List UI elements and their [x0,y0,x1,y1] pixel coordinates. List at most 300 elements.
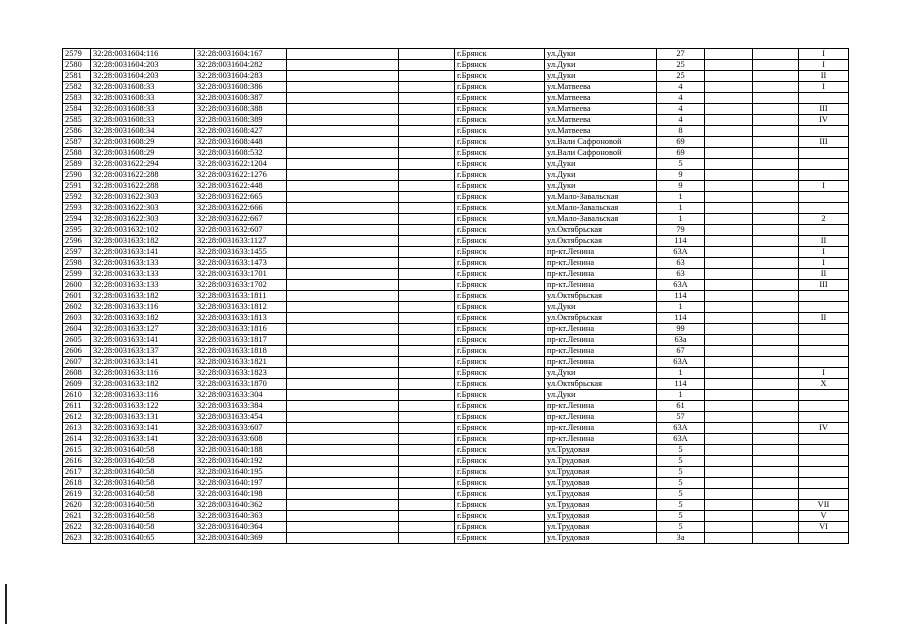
object-cadastral-number: 32:28:0031633:1127 [195,236,287,247]
empty-cell [753,423,799,434]
house-number-cell: 1 [657,302,705,313]
house-number-cell: 63А [657,247,705,258]
table-row [63,258,849,269]
row-number: 2599 [63,269,91,280]
empty-cell [705,93,753,104]
house-number-cell: 63а [657,335,705,346]
street-cell: ул.Трудовая [545,489,657,500]
empty-cell [399,49,455,60]
city-cell: г.Брянск [455,71,545,82]
empty-cell [753,148,799,159]
empty-cell [399,104,455,115]
parcel-cadastral-number: 32:28:0031608:33 [91,104,195,115]
city-cell: г.Брянск [455,511,545,522]
row-number: 2607 [63,357,91,368]
parcel-cadastral-number: 32:28:0031632:102 [91,225,195,236]
table-row [63,379,849,390]
empty-cell [753,181,799,192]
table-row [63,159,849,170]
table-row [63,192,849,203]
house-number-cell: 114 [657,313,705,324]
table-row [63,401,849,412]
empty-cell [705,104,753,115]
object-cadastral-number: 32:28:0031633:384 [195,401,287,412]
empty-cell [705,324,753,335]
empty-cell [705,401,753,412]
house-number-cell: 9 [657,170,705,181]
street-cell: ул.Дуки [545,302,657,313]
table-row [63,137,849,148]
empty-cell [705,181,753,192]
table-row [63,104,849,115]
street-cell: ул.Вали Сафроновой [545,148,657,159]
table-row [63,291,849,302]
empty-cell [753,489,799,500]
empty-cell [287,82,399,93]
city-cell: г.Брянск [455,401,545,412]
object-cadastral-number: 32:28:0031633:1818 [195,346,287,357]
empty-cell [399,423,455,434]
table-row [63,346,849,357]
row-number: 2579 [63,49,91,60]
parcel-cadastral-number: 32:28:0031633:133 [91,258,195,269]
row-number: 2587 [63,137,91,148]
empty-cell [399,368,455,379]
empty-cell [705,357,753,368]
street-cell: ул.Дуки [545,60,657,71]
object-cadastral-number: 32:28:0031633:1701 [195,269,287,280]
empty-cell [287,401,399,412]
house-number-cell: 25 [657,71,705,82]
row-number: 2589 [63,159,91,170]
premises-number-cell [799,346,849,357]
empty-cell [705,203,753,214]
parcel-cadastral-number: 32:28:0031640:58 [91,445,195,456]
table-row [63,49,849,60]
city-cell: г.Брянск [455,82,545,93]
empty-cell [705,434,753,445]
row-number: 2596 [63,236,91,247]
object-cadastral-number: 32:28:0031632:607 [195,225,287,236]
parcel-cadastral-number: 32:28:0031622:288 [91,181,195,192]
premises-number-cell: I [799,82,849,93]
parcel-cadastral-number: 32:28:0031640:58 [91,511,195,522]
premises-number-cell: III [799,104,849,115]
city-cell: г.Брянск [455,379,545,390]
premises-number-cell: II [799,313,849,324]
parcel-cadastral-number: 32:28:0031622:303 [91,203,195,214]
premises-number-cell [799,159,849,170]
row-number: 2605 [63,335,91,346]
empty-cell [399,456,455,467]
empty-cell [705,456,753,467]
empty-cell [399,247,455,258]
city-cell: г.Брянск [455,236,545,247]
empty-cell [399,500,455,511]
row-number: 2586 [63,126,91,137]
empty-cell [399,489,455,500]
street-cell: ул.Матвеева [545,115,657,126]
empty-cell [287,324,399,335]
object-cadastral-number: 32:28:0031633:454 [195,412,287,423]
registry-table [62,48,849,544]
street-cell: ул.Трудовая [545,500,657,511]
street-cell: пр-кт.Ленина [545,434,657,445]
street-cell: ул.Дуки [545,159,657,170]
empty-cell [753,522,799,533]
row-number: 2612 [63,412,91,423]
table-row [63,148,849,159]
empty-cell [399,170,455,181]
street-cell: пр-кт.Ленина [545,269,657,280]
city-cell: г.Брянск [455,522,545,533]
street-cell: ул.Трудовая [545,533,657,544]
parcel-cadastral-number: 32:28:0031633:127 [91,324,195,335]
empty-cell [287,346,399,357]
empty-cell [753,280,799,291]
parcel-cadastral-number: 32:28:0031640:58 [91,489,195,500]
row-number: 2609 [63,379,91,390]
empty-cell [753,434,799,445]
table-row [63,181,849,192]
parcel-cadastral-number: 32:28:0031608:33 [91,115,195,126]
empty-cell [399,335,455,346]
row-number: 2590 [63,170,91,181]
table-row [63,445,849,456]
premises-number-cell [799,489,849,500]
row-number: 2615 [63,445,91,456]
table-row [63,126,849,137]
table-row [63,368,849,379]
empty-cell [753,445,799,456]
parcel-cadastral-number: 32:28:0031622:303 [91,214,195,225]
premises-number-cell [799,401,849,412]
street-cell: ул.Вали Сафроновой [545,137,657,148]
empty-cell [753,335,799,346]
empty-cell [753,203,799,214]
empty-cell [705,445,753,456]
parcel-cadastral-number: 32:28:0031608:29 [91,148,195,159]
premises-number-cell [799,225,849,236]
empty-cell [287,104,399,115]
empty-cell [287,357,399,368]
object-cadastral-number: 32:28:0031633:1813 [195,313,287,324]
empty-cell [399,434,455,445]
house-number-cell: 5 [657,511,705,522]
empty-cell [399,511,455,522]
empty-cell [399,522,455,533]
city-cell: г.Брянск [455,181,545,192]
parcel-cadastral-number: 32:28:0031608:33 [91,93,195,104]
parcel-cadastral-number: 32:28:0031633:131 [91,412,195,423]
row-number: 2601 [63,291,91,302]
empty-cell [399,203,455,214]
city-cell: г.Брянск [455,225,545,236]
parcel-cadastral-number: 32:28:0031633:141 [91,335,195,346]
object-cadastral-number: 32:28:0031640:364 [195,522,287,533]
city-cell: г.Брянск [455,203,545,214]
object-cadastral-number: 32:28:0031633:1455 [195,247,287,258]
table-row [63,478,849,489]
street-cell: ул.Октябрьская [545,225,657,236]
object-cadastral-number: 32:28:0031622:1276 [195,170,287,181]
empty-cell [399,148,455,159]
empty-cell [287,445,399,456]
empty-cell [705,192,753,203]
city-cell: г.Брянск [455,335,545,346]
empty-cell [705,467,753,478]
table-row [63,280,849,291]
house-number-cell: 63 [657,258,705,269]
empty-cell [753,247,799,258]
empty-cell [705,236,753,247]
table-row [63,324,849,335]
street-cell: пр-кт.Ленина [545,346,657,357]
city-cell: г.Брянск [455,302,545,313]
object-cadastral-number: 32:28:0031633:607 [195,423,287,434]
house-number-cell: 27 [657,49,705,60]
empty-cell [705,214,753,225]
street-cell: пр-кт.Ленина [545,247,657,258]
empty-cell [287,533,399,544]
premises-number-cell [799,335,849,346]
city-cell: г.Брянск [455,159,545,170]
empty-cell [287,390,399,401]
house-number-cell: 5 [657,489,705,500]
empty-cell [753,511,799,522]
empty-cell [399,214,455,225]
object-cadastral-number: 32:28:0031608:448 [195,137,287,148]
table-row [63,390,849,401]
table-row [63,82,849,93]
street-cell: пр-кт.Ленина [545,324,657,335]
object-cadastral-number: 32:28:0031640:192 [195,456,287,467]
premises-number-cell: III [799,280,849,291]
empty-cell [705,478,753,489]
empty-cell [753,192,799,203]
house-number-cell: 5 [657,159,705,170]
empty-cell [287,379,399,390]
empty-cell [287,192,399,203]
empty-cell [399,533,455,544]
empty-cell [287,335,399,346]
house-number-cell: 99 [657,324,705,335]
house-number-cell: 5 [657,445,705,456]
object-cadastral-number: 32:28:0031633:1811 [195,291,287,302]
parcel-cadastral-number: 32:28:0031640:65 [91,533,195,544]
empty-cell [705,269,753,280]
empty-cell [399,379,455,390]
house-number-cell: 69 [657,137,705,148]
object-cadastral-number: 32:28:0031622:665 [195,192,287,203]
empty-cell [705,368,753,379]
empty-cell [753,346,799,357]
house-number-cell: 5 [657,456,705,467]
object-cadastral-number: 32:28:0031622:1204 [195,159,287,170]
row-number: 2604 [63,324,91,335]
empty-cell [287,115,399,126]
empty-cell [753,412,799,423]
premises-number-cell [799,192,849,203]
parcel-cadastral-number: 32:28:0031633:116 [91,390,195,401]
street-cell: ул.Октябрьская [545,236,657,247]
empty-cell [753,368,799,379]
table-row [63,489,849,500]
table-row [63,93,849,104]
house-number-cell: 63 [657,269,705,280]
row-number: 2610 [63,390,91,401]
empty-cell [705,137,753,148]
empty-cell [705,225,753,236]
object-cadastral-number: 32:28:0031608:387 [195,93,287,104]
empty-cell [705,247,753,258]
object-cadastral-number: 32:28:0031608:389 [195,115,287,126]
premises-number-cell [799,126,849,137]
empty-cell [287,60,399,71]
empty-cell [753,291,799,302]
row-number: 2581 [63,71,91,82]
premises-number-cell: IV [799,423,849,434]
empty-cell [399,357,455,368]
house-number-cell: 8 [657,126,705,137]
object-cadastral-number: 32:28:0031608:388 [195,104,287,115]
object-cadastral-number: 32:28:0031622:667 [195,214,287,225]
city-cell: г.Брянск [455,192,545,203]
house-number-cell: 4 [657,115,705,126]
house-number-cell: 114 [657,236,705,247]
parcel-cadastral-number: 32:28:0031633:116 [91,368,195,379]
parcel-cadastral-number: 32:28:0031633:141 [91,434,195,445]
object-cadastral-number: 32:28:0031633:1816 [195,324,287,335]
row-number: 2582 [63,82,91,93]
house-number-cell: 57 [657,412,705,423]
house-number-cell: 63А [657,280,705,291]
street-cell: ул.Мало-Завальская [545,214,657,225]
house-number-cell: 69 [657,148,705,159]
empty-cell [399,126,455,137]
empty-cell [287,478,399,489]
row-number: 2613 [63,423,91,434]
empty-cell [399,159,455,170]
street-cell: пр-кт.Ленина [545,357,657,368]
table-row [63,170,849,181]
empty-cell [399,412,455,423]
empty-cell [287,170,399,181]
empty-cell [399,137,455,148]
empty-cell [753,500,799,511]
empty-cell [753,357,799,368]
street-cell: пр-кт.Ленина [545,401,657,412]
table-row [63,511,849,522]
premises-number-cell [799,467,849,478]
parcel-cadastral-number: 32:28:0031633:141 [91,357,195,368]
row-number: 2616 [63,456,91,467]
city-cell: г.Брянск [455,478,545,489]
premises-number-cell [799,456,849,467]
premises-number-cell [799,533,849,544]
parcel-cadastral-number: 32:28:0031633:137 [91,346,195,357]
empty-cell [287,412,399,423]
empty-cell [753,214,799,225]
row-number: 2588 [63,148,91,159]
city-cell: г.Брянск [455,280,545,291]
premises-number-cell: 2 [799,214,849,225]
row-number: 2608 [63,368,91,379]
empty-cell [705,148,753,159]
city-cell: г.Брянск [455,467,545,478]
premises-number-cell: VI [799,522,849,533]
table-row [63,203,849,214]
empty-cell [399,401,455,412]
empty-cell [399,302,455,313]
empty-cell [287,203,399,214]
row-number: 2602 [63,302,91,313]
empty-cell [287,511,399,522]
premises-number-cell: I [799,247,849,258]
empty-cell [705,170,753,181]
table-row [63,423,849,434]
house-number-cell: 5 [657,478,705,489]
empty-cell [753,379,799,390]
house-number-cell: 67 [657,346,705,357]
empty-cell [705,533,753,544]
empty-cell [753,478,799,489]
city-cell: г.Брянск [455,357,545,368]
empty-cell [287,126,399,137]
premises-number-cell: I [799,49,849,60]
empty-cell [753,313,799,324]
city-cell: г.Брянск [455,423,545,434]
street-cell: ул.Октябрьская [545,291,657,302]
empty-cell [287,49,399,60]
empty-cell [287,247,399,258]
city-cell: г.Брянск [455,104,545,115]
empty-cell [753,467,799,478]
premises-number-cell: II [799,236,849,247]
empty-cell [287,236,399,247]
empty-cell [705,291,753,302]
empty-cell [705,412,753,423]
empty-cell [287,258,399,269]
premises-number-cell [799,93,849,104]
house-number-cell: 3а [657,533,705,544]
empty-cell [705,390,753,401]
object-cadastral-number: 32:28:0031640:197 [195,478,287,489]
table-row [63,533,849,544]
empty-cell [399,181,455,192]
premises-number-cell: I [799,368,849,379]
table-row [63,467,849,478]
row-number: 2618 [63,478,91,489]
city-cell: г.Брянск [455,291,545,302]
parcel-cadastral-number: 32:28:0031633:182 [91,291,195,302]
parcel-cadastral-number: 32:28:0031604:116 [91,49,195,60]
street-cell: ул.Октябрьская [545,313,657,324]
empty-cell [287,302,399,313]
empty-cell [287,148,399,159]
empty-cell [705,489,753,500]
table-row [63,335,849,346]
parcel-cadastral-number: 32:28:0031608:34 [91,126,195,137]
empty-cell [753,170,799,181]
house-number-cell: 114 [657,291,705,302]
parcel-cadastral-number: 32:28:0031633:182 [91,236,195,247]
empty-cell [705,126,753,137]
parcel-cadastral-number: 32:28:0031633:182 [91,379,195,390]
object-cadastral-number: 32:28:0031633:1473 [195,258,287,269]
table-row [63,357,849,368]
premises-number-cell: IV [799,115,849,126]
